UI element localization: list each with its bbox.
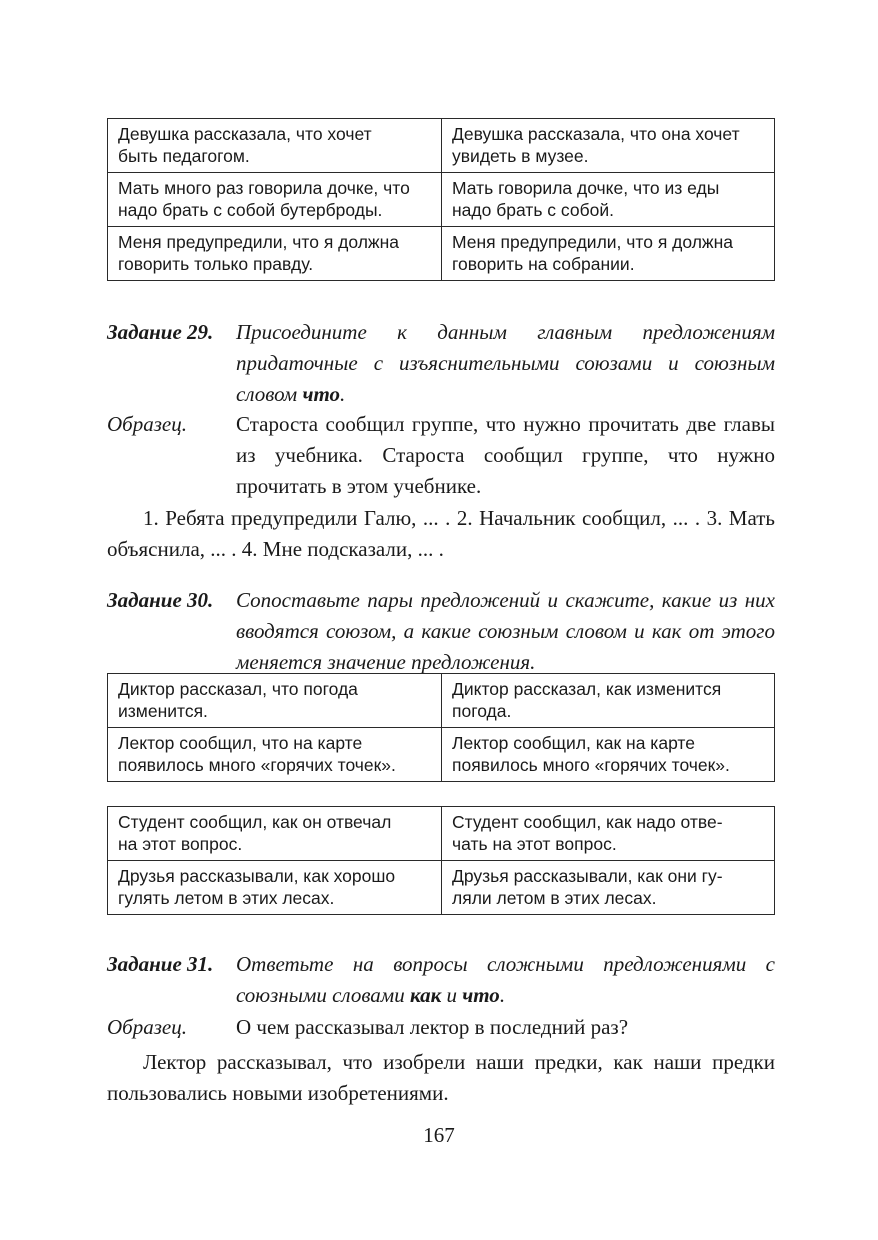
table-cell: Лектор сообщил, что на карте появилось много «горячих точек». [108, 728, 442, 782]
table-cell: Друзья рассказывали, как они гу- ляли летом в этих лесах. [442, 861, 775, 915]
table-row [108, 119, 775, 173]
task-29-instruction: Присоедините к данным главным предложениям придаточные с изъяснительными союзами и союзным словом что. [236, 320, 775, 406]
table-cell: Меня предупредили, что я должна говорить только правду. [108, 227, 442, 281]
comparison-table-30b [107, 806, 775, 915]
answer-31: Лектор рассказывал, что изобрели наши предки, как наши предки пользовались новыми изобретениями. [107, 1050, 775, 1105]
table-cell: Диктор рассказал, что погода изменится. [108, 674, 442, 728]
comparison-table-30a [107, 673, 775, 782]
sample-29-label: Образец. [107, 412, 187, 436]
table-cell: Диктор рассказал, как изменится погода. [442, 674, 775, 728]
table-cell: Студент сообщил, как надо отве- чать на этот вопрос. [442, 807, 775, 861]
table-cell: Мать говорила дочке, что из еды надо брать с собой. [442, 173, 775, 227]
table-row [108, 227, 775, 281]
sample-31-label: Образец. [107, 1015, 187, 1039]
task-29-label: Задание 29. [107, 320, 214, 344]
table-cell: Девушка рассказала, что она хочет увидеть в музее. [442, 119, 775, 173]
table-row [108, 674, 775, 728]
page-number: 167 [423, 1123, 455, 1147]
sample-29-text: Староста сообщил группе, что нужно прочитать две главы из учебника. Староста сообщил группе, что нужно прочитать в этом учебнике. [236, 412, 775, 498]
table-cell: Друзья рассказывали, как хорошо гулять летом в этих лесах. [108, 861, 442, 915]
comparison-table-top [107, 118, 775, 281]
sample-31 [107, 1012, 775, 1043]
table-cell: Лектор сообщил, как на карте появилось много «горячих точек». [442, 728, 775, 782]
table-cell: Девушка рассказала, что хочет быть педагогом. [108, 119, 442, 173]
table-row [108, 173, 775, 227]
task-30-instruction: Сопоставьте пары предложений и скажите, какие из них вводятся союзом, а какие союзным словом и как от этого меняется значение предложения. [236, 588, 775, 674]
sample-29 [107, 409, 775, 502]
task-31-instruction: Ответьте на вопросы сложными предложениями с союзными словами как и что. [236, 952, 775, 1007]
task-31-label: Задание 31. [107, 952, 214, 976]
sample-31-text: О чем рассказывал лектор в последний раз? [236, 1015, 629, 1039]
task-29 [107, 317, 775, 410]
table-row [108, 728, 775, 782]
table-row [108, 861, 775, 915]
table-row [108, 807, 775, 861]
table-cell: Меня предупредили, что я должна говорить на собрании. [442, 227, 775, 281]
table-cell: Мать много раз говорила дочке, что надо брать с собой бутерброды. [108, 173, 442, 227]
task-31 [107, 949, 775, 1011]
table-cell: Студент сообщил, как он отвечал на этот вопрос. [108, 807, 442, 861]
task-30-label: Задание 30. [107, 588, 214, 612]
task-30 [107, 585, 775, 678]
exercise-29-items: 1. Ребята предупредили Галю, ... . 2. Начальник сообщил, ... . 3. Мать объяснила, ... . 4. Мне подсказали, ... . [107, 506, 775, 561]
